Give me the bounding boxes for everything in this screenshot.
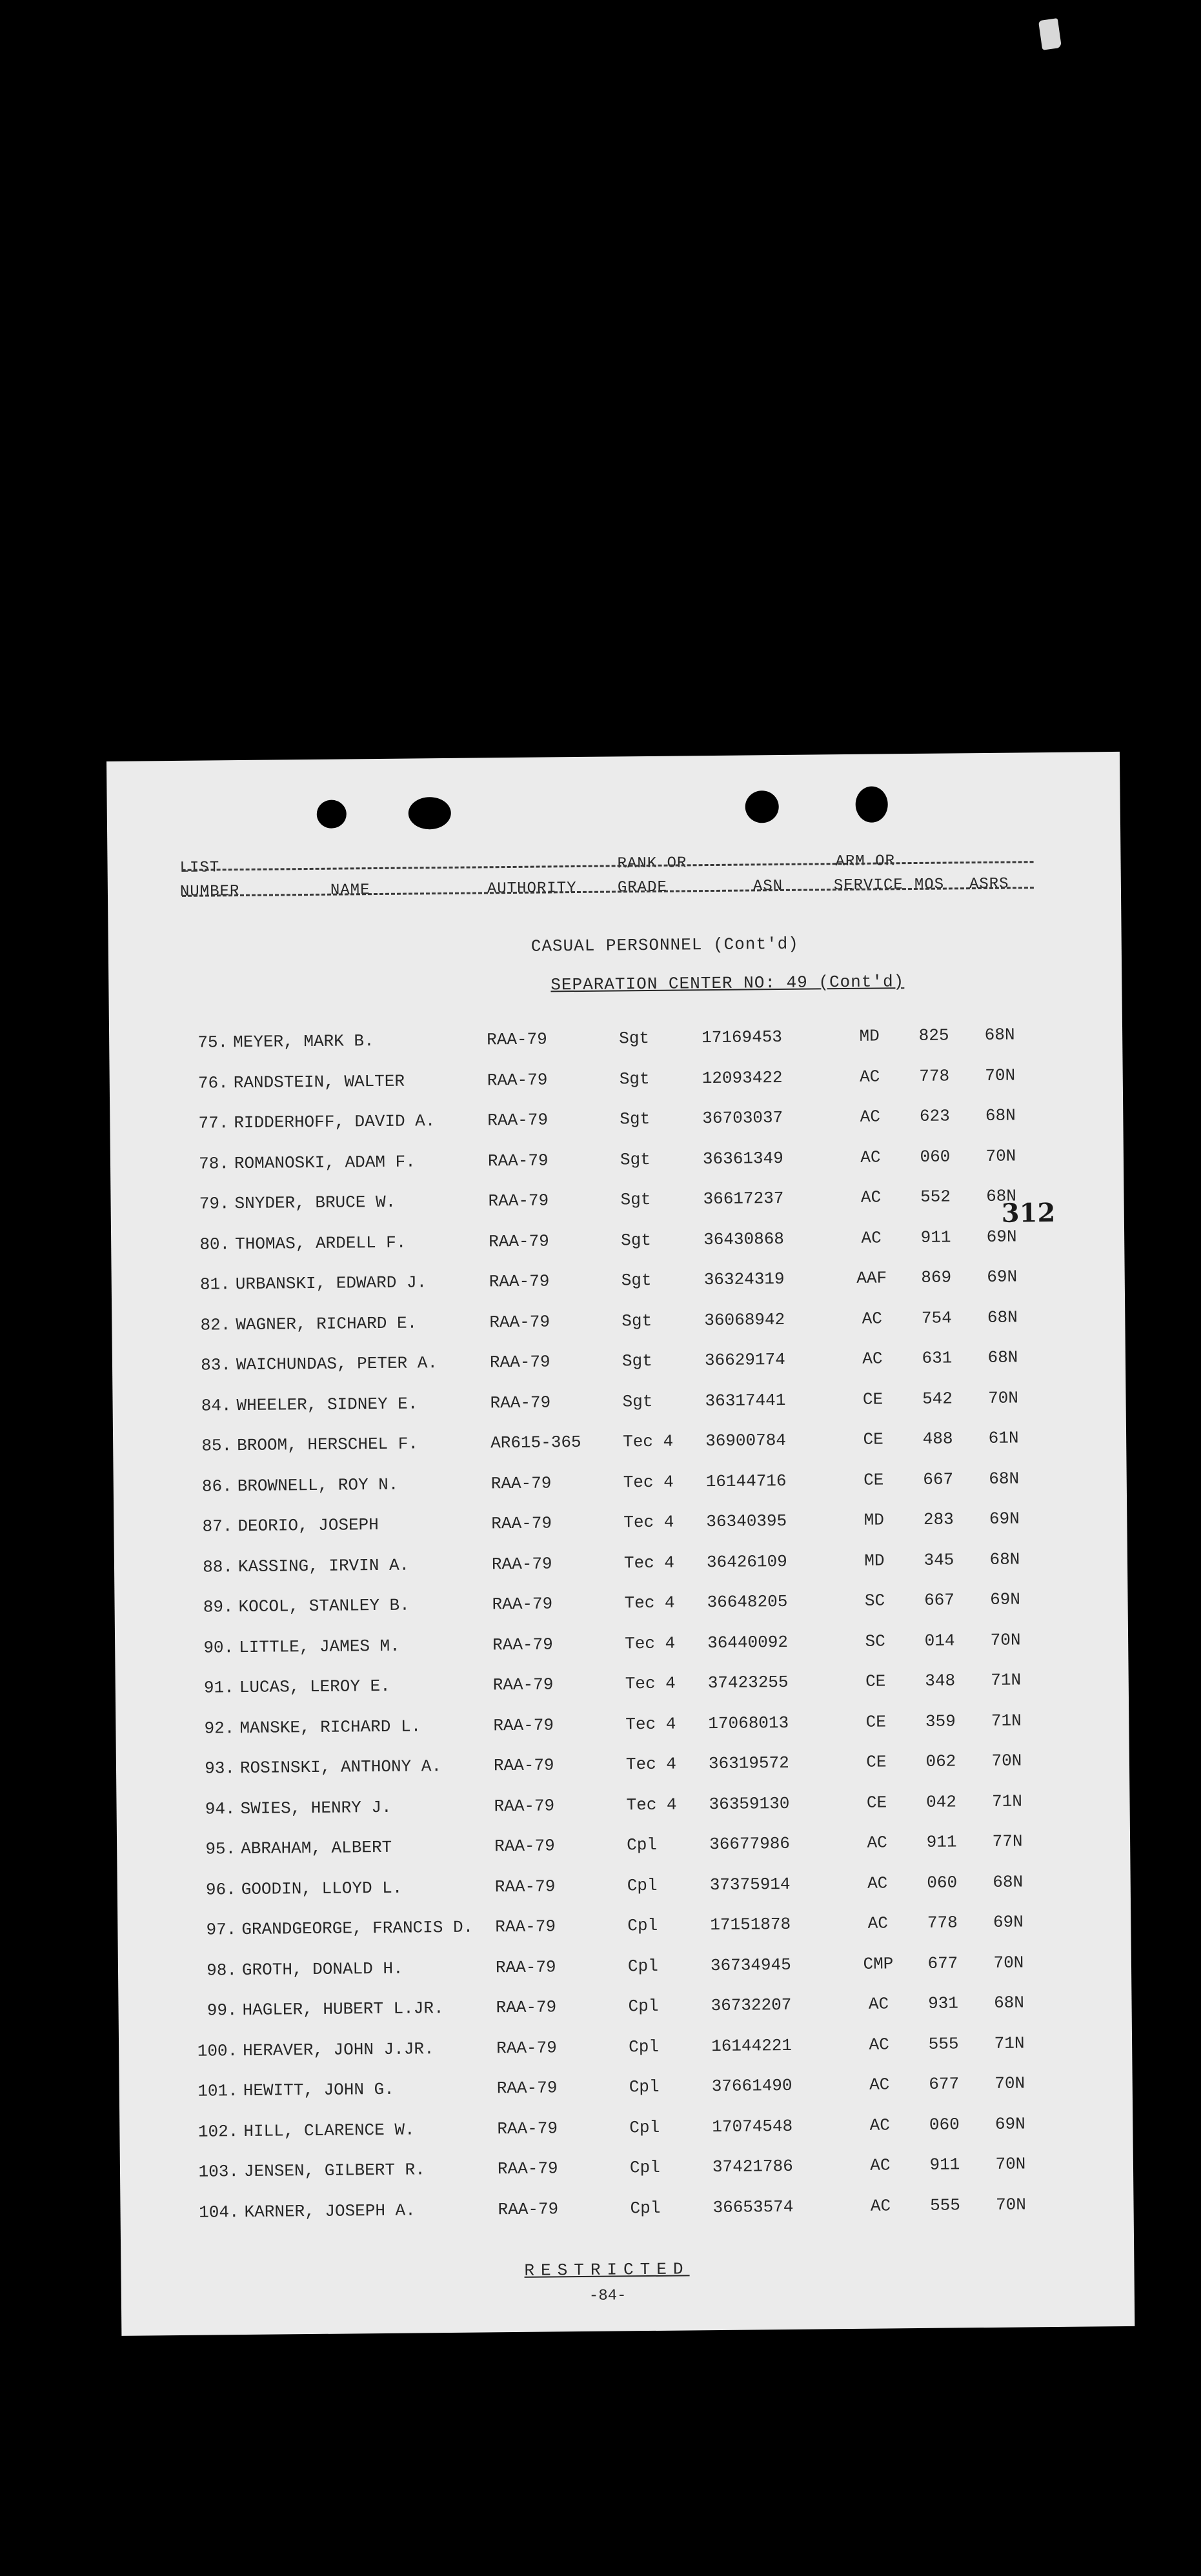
authority: RAA-79	[493, 1755, 554, 1776]
asrs: 70N	[985, 1065, 1016, 1085]
arm-service: AC	[867, 1873, 888, 1893]
arm-service: AC	[862, 1349, 883, 1369]
asrs: 68N	[993, 1993, 1025, 2013]
asrs: 68N	[985, 1186, 1017, 1206]
rank: Sgt	[620, 1149, 651, 1169]
arm-service: SC	[865, 1631, 885, 1651]
arm-service: AC	[869, 2115, 891, 2135]
arm-service: AC	[869, 2075, 890, 2095]
header-asn: ASN	[752, 877, 783, 896]
asn: 36734945	[710, 1955, 791, 1975]
asrs: 70N	[987, 1387, 1019, 1408]
asrs: 69N	[994, 2113, 1025, 2134]
document-page	[106, 752, 1135, 2336]
list-number: 97.	[206, 1920, 237, 1940]
header-asrs: ASRS	[969, 875, 1009, 894]
list-number: 79.	[199, 1194, 230, 1214]
person-name: THOMAS, ARDELL F.	[235, 1233, 407, 1254]
rank: Tec 4	[623, 1472, 674, 1492]
arm-service: AC	[869, 2034, 889, 2055]
authority: RAA-79	[492, 1675, 554, 1695]
header-divider-top	[182, 861, 1034, 871]
authority: RAA-79	[487, 1029, 547, 1050]
header-list-top: LIST	[179, 859, 220, 877]
arm-service: AC	[870, 2195, 891, 2216]
arm-service: AC	[860, 1107, 881, 1127]
arm-service: AC	[868, 1994, 889, 2014]
authority: RAA-79	[491, 1513, 552, 1534]
asrs: 68N	[987, 1347, 1018, 1367]
rank: Tec 4	[624, 1593, 675, 1613]
asn: 36340395	[706, 1511, 787, 1532]
header-divider-bottom	[182, 887, 1034, 897]
asrs: 69N	[993, 1912, 1024, 1932]
header-list-bottom: NUMBER	[179, 883, 240, 901]
list-number: 99.	[207, 2000, 237, 2020]
header-name: NAME	[330, 881, 370, 900]
rank: Tec 4	[625, 1714, 676, 1734]
mos: 060	[920, 1146, 951, 1167]
roster-list	[109, 1024, 1134, 2244]
rank: Cpl	[629, 2077, 660, 2097]
list-number: 92.	[204, 1718, 235, 1738]
asn: 36430868	[703, 1229, 785, 1249]
asrs: 61N	[988, 1428, 1019, 1448]
authority: RAA-79	[489, 1231, 549, 1251]
mos: 911	[929, 2155, 960, 2175]
asrs: 68N	[989, 1549, 1020, 1569]
asn: 36317441	[705, 1390, 786, 1411]
list-number: 96.	[205, 1879, 236, 1900]
mos: 778	[927, 1913, 958, 1933]
rank: Tec 4	[625, 1754, 677, 1775]
header-arm-bottom: SERVICE	[833, 876, 903, 895]
rank: Cpl	[627, 1835, 658, 1855]
list-number: 102.	[197, 2121, 239, 2142]
list-number: 100.	[197, 2040, 238, 2061]
arm-service: CE	[862, 1389, 883, 1409]
mos: 677	[929, 2074, 960, 2094]
asn: 36068942	[704, 1309, 785, 1330]
asrs: 70N	[994, 2073, 1025, 2093]
list-number: 83.	[201, 1355, 232, 1375]
asn: 37661490	[711, 2075, 792, 2097]
list-number: 80.	[199, 1234, 230, 1254]
header-rank-bottom: GRADE	[617, 878, 668, 897]
mos: 345	[923, 1549, 954, 1570]
rank: Sgt	[622, 1391, 653, 1411]
arm-service: AC	[860, 1147, 881, 1167]
authority: RAA-79	[498, 2199, 559, 2219]
asn: 16144716	[705, 1471, 787, 1491]
asn: 36900784	[705, 1430, 787, 1451]
list-number: 103.	[198, 2162, 239, 2182]
mos: 623	[919, 1106, 950, 1126]
asrs: 69N	[989, 1509, 1020, 1529]
authority: RAA-79	[495, 1917, 556, 1937]
asrs: 70N	[995, 2154, 1026, 2174]
asn: 36426109	[706, 1551, 787, 1572]
mos: 014	[924, 1630, 955, 1651]
mos: 931	[927, 1993, 959, 2013]
asn: 36440092	[707, 1632, 789, 1653]
rank: Sgt	[620, 1189, 651, 1210]
rank: Cpl	[627, 1956, 658, 1976]
asrs: 70N	[993, 1952, 1024, 1973]
mos: 348	[925, 1671, 956, 1691]
arm-service: CE	[865, 1671, 886, 1691]
mos: 542	[922, 1388, 953, 1409]
asn: 17074548	[712, 2116, 793, 2137]
asrs: 69N	[989, 1589, 1021, 1609]
arm-service: CE	[866, 1792, 887, 1813]
header-rank-top: RANK OR	[617, 854, 687, 873]
asn: 36653574	[712, 2197, 794, 2217]
arm-service: AC	[861, 1228, 882, 1248]
rank: Sgt	[621, 1230, 652, 1250]
section-subtitle: SEPARATION CENTER NO: 49 (Cont'd)	[550, 972, 905, 995]
mos: 667	[923, 1469, 954, 1489]
list-number: 91.	[203, 1678, 234, 1698]
list-number: 77.	[198, 1113, 229, 1133]
rank: Cpl	[629, 2037, 660, 2057]
rank: Tec 4	[626, 1795, 677, 1815]
mos: 042	[925, 1791, 957, 1812]
section-title: CASUAL PERSONNEL (Cont'd)	[530, 934, 799, 956]
arm-service: CMP	[863, 1953, 894, 1974]
rank: Sgt	[620, 1109, 651, 1129]
person-name: GROTH, DONALD H.	[241, 1958, 403, 1980]
list-number: 104.	[199, 2202, 239, 2222]
rank: Sgt	[619, 1069, 650, 1089]
asn: 17169453	[701, 1027, 783, 1048]
asn: 36359130	[709, 1793, 790, 1814]
asn: 37421786	[712, 2156, 793, 2177]
authority: RAA-79	[491, 1553, 552, 1574]
person-name: RIDDERHOFF, DAVID A.	[234, 1111, 436, 1133]
person-name: WHEELER, SIDNEY E.	[236, 1393, 418, 1415]
rank: Tec 4	[623, 1553, 675, 1573]
asn: 36319572	[708, 1753, 789, 1774]
list-number: 98.	[207, 1960, 237, 1980]
list-number: 82.	[200, 1314, 231, 1335]
authority: RAA-79	[493, 1715, 554, 1735]
list-number: 87.	[202, 1516, 233, 1536]
authority: RAA-79	[494, 1836, 555, 1857]
person-name: SNYDER, BRUCE W.	[234, 1192, 396, 1214]
rank: Sgt	[621, 1270, 652, 1291]
arm-service: AC	[867, 1833, 887, 1853]
asn: 17151878	[710, 1914, 791, 1935]
authority: RAA-79	[494, 1795, 555, 1816]
arm-service: CE	[866, 1752, 887, 1772]
mos: 677	[927, 1953, 958, 1973]
asrs: 71N	[994, 2033, 1025, 2053]
asrs: 70N	[985, 1146, 1016, 1166]
person-name: HEWITT, JOHN G.	[243, 2079, 394, 2101]
mos: 488	[922, 1429, 953, 1449]
list-number: 94.	[205, 1798, 236, 1819]
authority: RAA-79	[487, 1110, 549, 1131]
rank: Sgt	[621, 1351, 652, 1371]
mos: 911	[926, 1832, 957, 1852]
mos: 869	[921, 1267, 952, 1287]
punch-hole-1	[317, 800, 347, 828]
person-name: ABRAHAM, ALBERT	[241, 1837, 392, 1859]
arm-service: CE	[863, 1429, 883, 1449]
person-name: LITTLE, JAMES M.	[239, 1636, 400, 1657]
asn: 36677986	[709, 1833, 791, 1855]
header-authority: AUTHORITY	[487, 880, 577, 898]
authority: RAA-79	[489, 1311, 550, 1332]
mos: 911	[920, 1227, 951, 1247]
authority: AR615-365	[490, 1432, 581, 1453]
mos: 825	[918, 1025, 949, 1045]
rank: Tec 4	[625, 1673, 676, 1694]
asrs: 68N	[993, 1871, 1024, 1892]
authority: RAA-79	[496, 2037, 557, 2058]
asn: 36617237	[703, 1188, 784, 1209]
authority: RAA-79	[497, 2118, 558, 2138]
list-number: 90.	[203, 1637, 234, 1658]
authority: RAA-79	[497, 2158, 558, 2179]
asn: 37423255	[707, 1672, 789, 1693]
asrs: 70N	[990, 1629, 1021, 1650]
person-name: GOODIN, LLOYD L.	[241, 1878, 403, 1899]
authority: RAA-79	[494, 1876, 556, 1897]
mos: 754	[921, 1307, 952, 1328]
person-name: DEORIO, JOSEPH	[237, 1515, 379, 1536]
rank: Cpl	[629, 2157, 660, 2178]
authority: RAA-79	[487, 1069, 548, 1090]
mos: 555	[929, 2195, 961, 2215]
rank: Tec 4	[625, 1633, 676, 1653]
person-name: RANDSTEIN, WALTER	[233, 1071, 405, 1092]
page-number: -84-	[589, 2287, 627, 2305]
asn: 36703037	[702, 1107, 783, 1129]
person-name: ROSINSKI, ANTHONY A.	[239, 1756, 442, 1778]
person-name: HAGLER, HUBERT L.JR.	[242, 1998, 444, 2020]
list-number: 76.	[197, 1072, 228, 1093]
asrs: 68N	[987, 1307, 1018, 1327]
asn: 36732207	[711, 1995, 792, 2016]
arm-service: SC	[864, 1591, 885, 1611]
list-number: 85.	[201, 1436, 232, 1456]
asn: 12093422	[701, 1067, 783, 1088]
authority: RAA-79	[495, 1957, 556, 1977]
authority: RAA-79	[492, 1634, 553, 1655]
authority: RAA-79	[487, 1150, 549, 1171]
authority: RAA-79	[488, 1191, 549, 1211]
list-number: 81.	[199, 1274, 230, 1294]
list-number: 78.	[199, 1153, 230, 1174]
rank: Cpl	[628, 1996, 659, 2017]
list-number: 88.	[203, 1556, 234, 1577]
asrs: 68N	[985, 1105, 1016, 1125]
list-number: 84.	[201, 1395, 232, 1416]
rank: Cpl	[629, 2117, 660, 2137]
person-name: GRANDGEORGE, FRANCIS D.	[241, 1917, 474, 1940]
arm-service: AC	[860, 1187, 882, 1207]
asn: 36324319	[703, 1269, 785, 1290]
list-number: 89.	[203, 1597, 234, 1617]
asn: 36361349	[702, 1148, 783, 1169]
header-arm-top: ARM OR	[835, 852, 896, 871]
list-number: 95.	[205, 1839, 236, 1859]
mos: 060	[927, 1872, 958, 1893]
rank: Sgt	[619, 1028, 650, 1049]
person-name: KARNER, JOSEPH A.	[244, 2200, 416, 2222]
asn: 36629174	[704, 1349, 785, 1371]
arm-service: MD	[864, 1550, 885, 1571]
arm-service: AC	[859, 1067, 880, 1087]
rank: Cpl	[630, 2198, 661, 2218]
header-mos: MOS	[914, 876, 945, 894]
person-name: WAGNER, RICHARD E.	[236, 1313, 418, 1334]
person-name: MEYER, MARK B.	[233, 1031, 374, 1052]
arm-service: CE	[863, 1469, 884, 1490]
asrs: 77N	[992, 1831, 1023, 1851]
list-number: 101.	[197, 2081, 238, 2101]
rank: Cpl	[627, 1875, 658, 1895]
asn: 17068013	[708, 1713, 789, 1733]
mos: 778	[919, 1065, 950, 1086]
mos: 555	[928, 2033, 959, 2054]
authority: RAA-79	[492, 1594, 553, 1615]
mos: 283	[923, 1509, 954, 1529]
person-name: BROOM, HERSCHEL F.	[237, 1434, 419, 1456]
list-number: 93.	[205, 1758, 236, 1778]
mos: 060	[929, 2114, 960, 2135]
punch-hole-2	[409, 797, 451, 830]
person-name: ROMANOSKI, ADAM F.	[234, 1151, 416, 1173]
arm-service: CE	[865, 1711, 887, 1732]
arm-service: AC	[867, 1913, 889, 1933]
punch-hole-4	[855, 786, 888, 822]
asrs: 71N	[991, 1670, 1022, 1690]
asrs: 69N	[987, 1267, 1018, 1287]
person-name: JENSEN, GILBERT R.	[243, 2160, 425, 2182]
person-name: HERAVER, JOHN J.JR.	[243, 2038, 434, 2060]
asrs: 71N	[991, 1791, 1023, 1811]
person-name: SWIES, HENRY J.	[240, 1797, 392, 1818]
list-number: 86.	[201, 1476, 232, 1496]
restricted-marking: RESTRICTED	[524, 2259, 690, 2280]
rank: Tec 4	[623, 1431, 674, 1452]
person-name: URBANSKI, EDWARD J.	[235, 1273, 427, 1294]
asrs: 71N	[991, 1710, 1022, 1731]
authority: RAA-79	[489, 1271, 550, 1292]
asrs: 68N	[989, 1468, 1020, 1489]
arm-service: AC	[862, 1309, 883, 1329]
arm-service: MD	[863, 1510, 885, 1530]
mos: 359	[925, 1711, 956, 1731]
person-name: KOCOL, STANLEY B.	[238, 1595, 410, 1617]
arm-service: AC	[870, 2155, 891, 2175]
corner-mark	[1038, 18, 1062, 50]
asrs: 68N	[984, 1025, 1015, 1045]
mos: 062	[925, 1751, 956, 1771]
mos: 667	[923, 1590, 955, 1610]
person-name: WAICHUNDAS, PETER A.	[236, 1353, 438, 1375]
authority: RAA-79	[489, 1352, 550, 1373]
asrs: 70N	[995, 2194, 1027, 2215]
mos: 552	[920, 1187, 951, 1207]
asrs: 69N	[986, 1226, 1017, 1247]
authority: RAA-79	[490, 1392, 551, 1413]
authority: RAA-79	[490, 1473, 552, 1493]
arm-service: MD	[859, 1026, 880, 1046]
person-name: BROWNELL, ROY N.	[237, 1474, 399, 1496]
authority: RAA-79	[496, 1997, 557, 2018]
person-name: HILL, CLARENCE W.	[243, 2120, 415, 2141]
person-name: KASSING, IRVIN A.	[237, 1555, 410, 1576]
rank: Cpl	[627, 1915, 658, 1936]
mos: 631	[922, 1348, 953, 1368]
person-name: MANSKE, RICHARD L.	[239, 1716, 421, 1738]
asn: 37375914	[709, 1874, 791, 1895]
person-name: LUCAS, LEROY E.	[239, 1676, 390, 1698]
rank: Tec 4	[623, 1512, 674, 1533]
asrs: 70N	[991, 1751, 1022, 1771]
list-number: 75.	[197, 1032, 228, 1052]
arm-service: AAF	[856, 1268, 887, 1288]
asn: 16144221	[711, 2035, 792, 2056]
rank: Sgt	[621, 1311, 652, 1331]
punch-hole-3	[745, 790, 778, 823]
authority: RAA-79	[496, 2078, 558, 2098]
asn: 36648205	[707, 1591, 788, 1613]
stamped-page-number: 312	[1001, 1197, 1056, 1229]
